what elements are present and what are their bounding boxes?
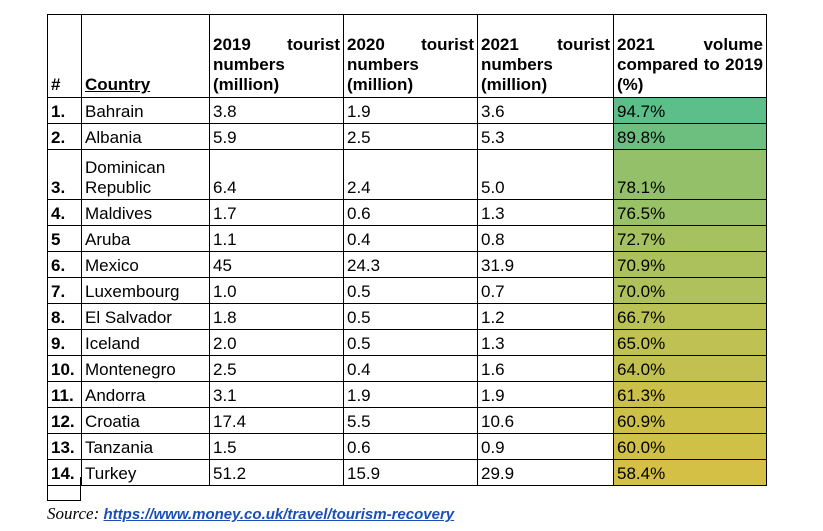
cell-compare: 60.0% (614, 434, 767, 460)
cell-compare: 72.7% (614, 226, 767, 252)
header-rank: # (48, 15, 82, 98)
cell-2019: 3.8 (210, 98, 344, 124)
cell-rank: 3. (48, 150, 82, 200)
header-2021: 2021 tourist numbers (million) (478, 15, 614, 98)
cell-2021: 5.3 (478, 124, 614, 150)
cell-country: Turkey (82, 460, 210, 486)
header-compare: 2021 volume compared to 2019 (%) (614, 15, 767, 98)
header-country: Country (82, 15, 210, 98)
cell-2020: 0.5 (344, 278, 478, 304)
cell-2019: 6.4 (210, 150, 344, 200)
table-row (48, 304, 767, 330)
table-header-row (48, 15, 767, 98)
cell-2021: 0.9 (478, 434, 614, 460)
cell-rank: 5 (48, 226, 82, 252)
cell-compare: 58.4% (614, 460, 767, 486)
cell-compare: 60.9% (614, 408, 767, 434)
cell-country: Aruba (82, 226, 210, 252)
cell-2019: 1.0 (210, 278, 344, 304)
cell-2020: 0.6 (344, 200, 478, 226)
table-row (48, 356, 767, 382)
table-row (48, 252, 767, 278)
cell-2021: 1.3 (478, 200, 614, 226)
cell-rank: 11. (48, 382, 82, 408)
cell-2019: 2.0 (210, 330, 344, 356)
cell-2021: 0.7 (478, 278, 614, 304)
cell-2020: 2.4 (344, 150, 478, 200)
cell-2020: 0.4 (344, 356, 478, 382)
cell-2021: 29.9 (478, 460, 614, 486)
header-2019: 2019 tourist numbers (million) (210, 15, 344, 98)
cell-rank: 4. (48, 200, 82, 226)
cell-compare: 94.7% (614, 98, 767, 124)
cell-2019: 1.8 (210, 304, 344, 330)
table-row (48, 98, 767, 124)
cell-rank: 14. (48, 460, 82, 486)
cell-country: Luxembourg (82, 278, 210, 304)
cell-country: Andorra (82, 382, 210, 408)
cell-2020: 15.9 (344, 460, 478, 486)
cell-2020: 0.5 (344, 330, 478, 356)
cell-rank: 9. (48, 330, 82, 356)
table-row (48, 460, 767, 486)
cell-2020: 0.5 (344, 304, 478, 330)
table-row (48, 226, 767, 252)
cell-2020: 1.9 (344, 382, 478, 408)
source-label: Source: (47, 504, 100, 523)
cell-country: El Salvador (82, 304, 210, 330)
cell-compare: 64.0% (614, 356, 767, 382)
cell-2019: 5.9 (210, 124, 344, 150)
cell-compare: 61.3% (614, 382, 767, 408)
cell-2021: 10.6 (478, 408, 614, 434)
cell-country: Mexico (82, 252, 210, 278)
cell-compare: 66.7% (614, 304, 767, 330)
cell-2021: 0.8 (478, 226, 614, 252)
cell-2021: 1.2 (478, 304, 614, 330)
cell-2019: 1.7 (210, 200, 344, 226)
source-link[interactable]: https://www.money.co.uk/travel/tourism-recovery (103, 506, 455, 523)
source-line (47, 504, 454, 524)
cell-2021: 5.0 (478, 150, 614, 200)
cell-2021: 1.6 (478, 356, 614, 382)
cell-2021: 3.6 (478, 98, 614, 124)
cell-2019: 1.1 (210, 226, 344, 252)
header-2020: 2020 tourist numbers (million) (344, 15, 478, 98)
cell-rank: 12. (48, 408, 82, 434)
cell-2019: 3.1 (210, 382, 344, 408)
cell-country: Albania (82, 124, 210, 150)
table-row (48, 408, 767, 434)
cell-country: Tanzania (82, 434, 210, 460)
cell-rank: 1. (48, 98, 82, 124)
cell-2020: 24.3 (344, 252, 478, 278)
cell-2020: 2.5 (344, 124, 478, 150)
cell-2020: 0.6 (344, 434, 478, 460)
cell-compare: 78.1% (614, 150, 767, 200)
cell-rank: 6. (48, 252, 82, 278)
cell-country: Montenegro (82, 356, 210, 382)
cell-compare: 70.9% (614, 252, 767, 278)
cell-2020: 0.4 (344, 226, 478, 252)
cell-2020: 1.9 (344, 98, 478, 124)
cell-rank: 7. (48, 278, 82, 304)
cell-rank: 2. (48, 124, 82, 150)
table-row (48, 124, 767, 150)
table-row (48, 200, 767, 226)
cell-2019: 2.5 (210, 356, 344, 382)
empty-trailing-cell (47, 477, 81, 501)
cell-country: Iceland (82, 330, 210, 356)
tourism-table-container (47, 14, 767, 486)
cell-country: Croatia (82, 408, 210, 434)
cell-country: Bahrain (82, 98, 210, 124)
table-row (48, 434, 767, 460)
cell-rank: 10. (48, 356, 82, 382)
cell-compare: 76.5% (614, 200, 767, 226)
cell-2019: 45 (210, 252, 344, 278)
table-row (48, 382, 767, 408)
tourism-recovery-table (47, 14, 767, 486)
cell-2019: 1.5 (210, 434, 344, 460)
table-body (48, 98, 767, 486)
cell-2021: 31.9 (478, 252, 614, 278)
cell-compare: 70.0% (614, 278, 767, 304)
cell-2020: 5.5 (344, 408, 478, 434)
cell-2019: 17.4 (210, 408, 344, 434)
table-row (48, 330, 767, 356)
cell-country: Maldives (82, 200, 210, 226)
cell-compare: 89.8% (614, 124, 767, 150)
cell-2021: 1.9 (478, 382, 614, 408)
cell-compare: 65.0% (614, 330, 767, 356)
cell-country: Dominican Republic (82, 150, 210, 200)
cell-2019: 51.2 (210, 460, 344, 486)
cell-rank: 13. (48, 434, 82, 460)
cell-rank: 8. (48, 304, 82, 330)
cell-2021: 1.3 (478, 330, 614, 356)
table-row (48, 150, 767, 200)
table-row (48, 278, 767, 304)
